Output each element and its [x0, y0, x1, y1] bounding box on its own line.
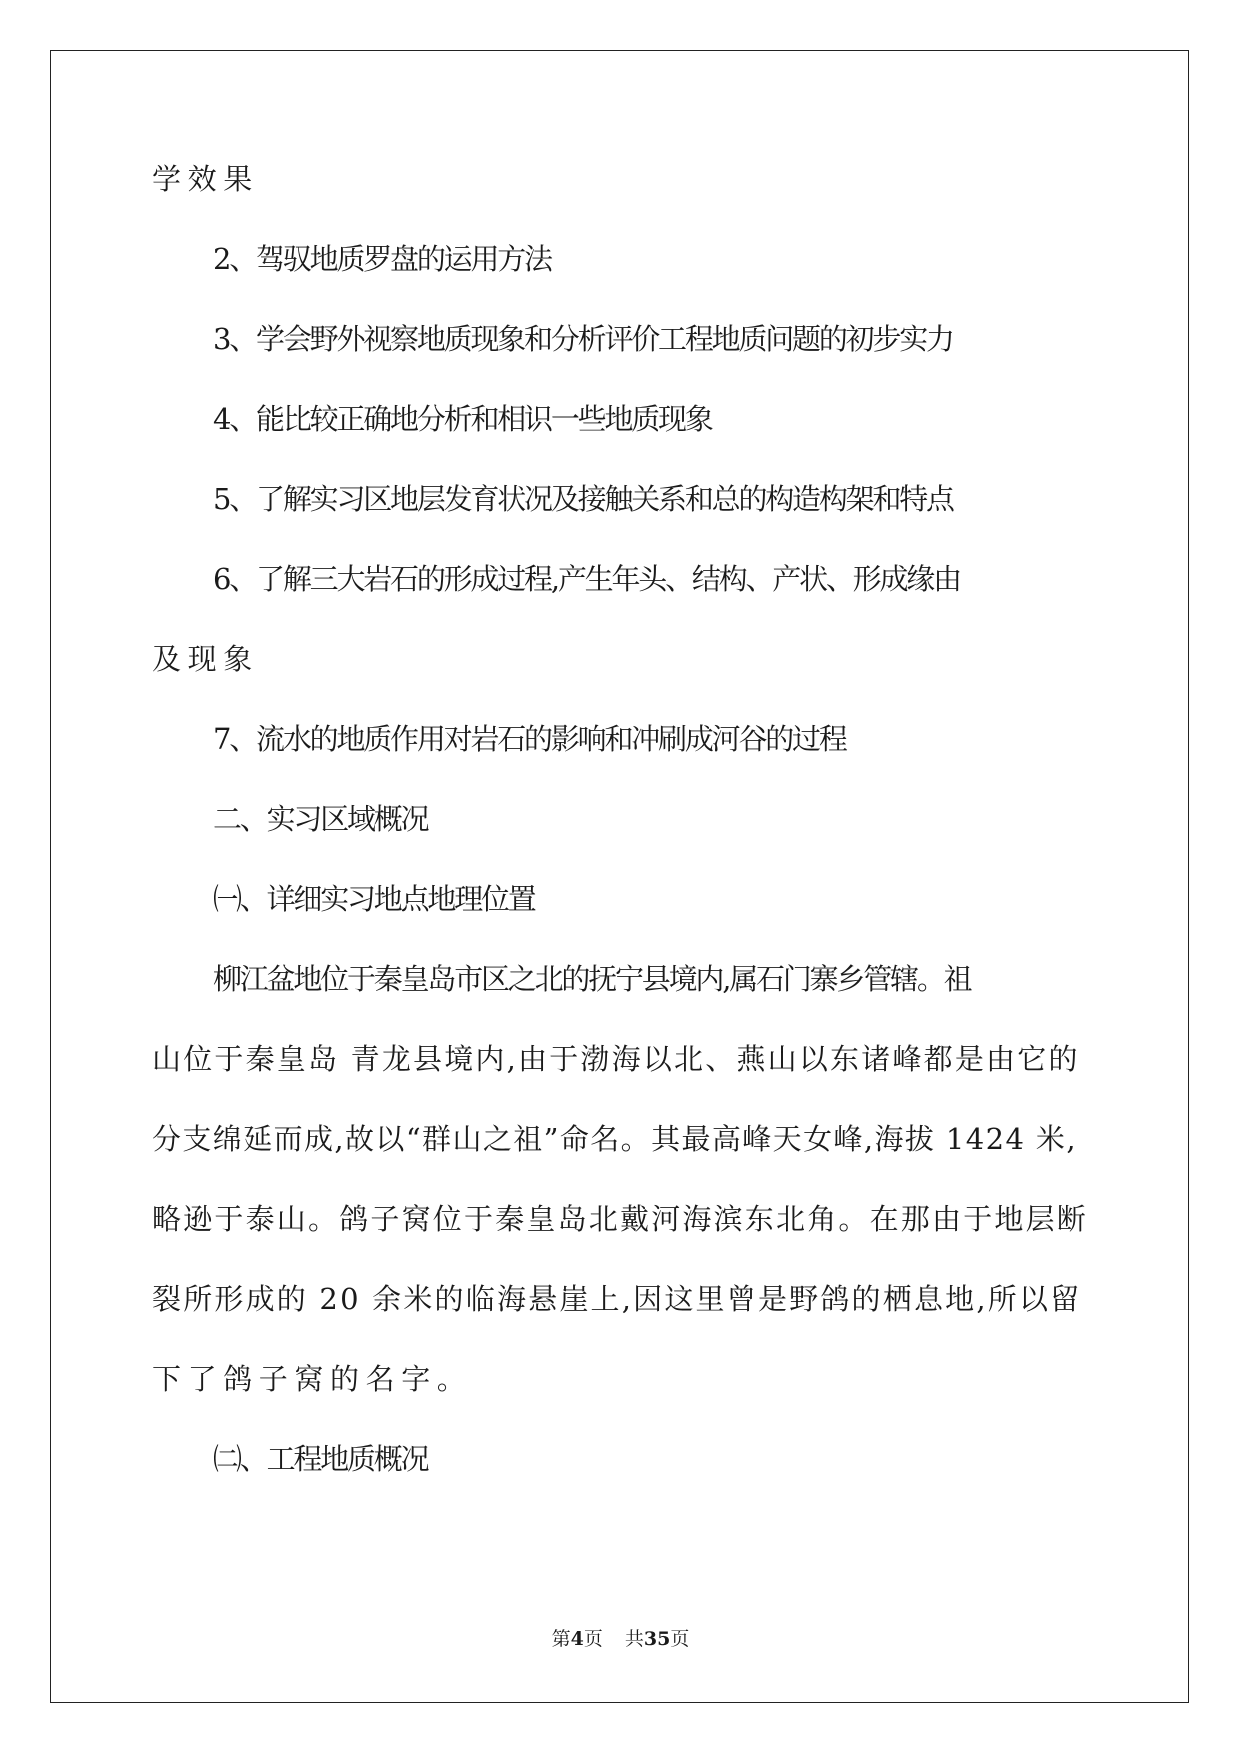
- section-heading: 二、实习区域概况: [213, 802, 428, 836]
- footer-page-suffix: 页: [583, 1628, 603, 1650]
- footer-total-suffix: 页: [670, 1628, 690, 1650]
- text-line: 分支绵延而成,故以“群山之祖”命名。其最高峰天女峰,海拔 1424 米,: [152, 1122, 1077, 1156]
- footer-prefix: 第: [551, 1628, 571, 1650]
- text-line: 下了鸽子窝的名字。: [152, 1362, 473, 1396]
- text-line: 2、驾驭地质罗盘的运用方法: [213, 242, 551, 276]
- text-line: 及现象: [152, 642, 259, 676]
- current-page-number: 4: [570, 1628, 584, 1650]
- text-line: 6、了解三大岩石的形成过程,产生年头、结构、产状、形成缘由: [213, 562, 960, 596]
- text-line: 3、学会野外视察地质现象和分析评价工程地质问题的初步实力: [213, 322, 953, 356]
- text-line: 裂所形成的 20 余米的临海悬崖上,因这里曾是野鸽的栖息地,所以留: [152, 1282, 1082, 1316]
- text-line: 山位于秦皇岛 青龙县境内,由于渤海以北、燕山以东诸峰都是由它的: [152, 1042, 1080, 1076]
- page-footer: [0, 1626, 1241, 1652]
- text-line: 略逊于泰山。鸽子窝位于秦皇岛北戴河海滨东北角。在那由于地层断: [152, 1202, 1089, 1236]
- text-line: 学效果: [152, 162, 259, 196]
- text-line: 5、了解实习区地层发育状况及接触关系和总的构造构架和特点: [213, 482, 953, 516]
- text-line: 7、流水的地质作用对岩石的影响和冲刷成河谷的过程: [213, 722, 846, 756]
- subsection-heading: ㈠、详细实习地点地理位置: [213, 882, 535, 916]
- text-line: 柳江盆地位于秦皇岛市区之北的抚宁县境内,属石门寨乡管辖。祖: [213, 962, 971, 996]
- text-line: 4、能比较正确地分析和相识一些地质现象: [213, 402, 712, 436]
- subsection-heading: ㈡、工程地质概况: [213, 1442, 428, 1476]
- footer-total-prefix: 共: [624, 1628, 644, 1650]
- total-page-count: 35: [643, 1628, 671, 1650]
